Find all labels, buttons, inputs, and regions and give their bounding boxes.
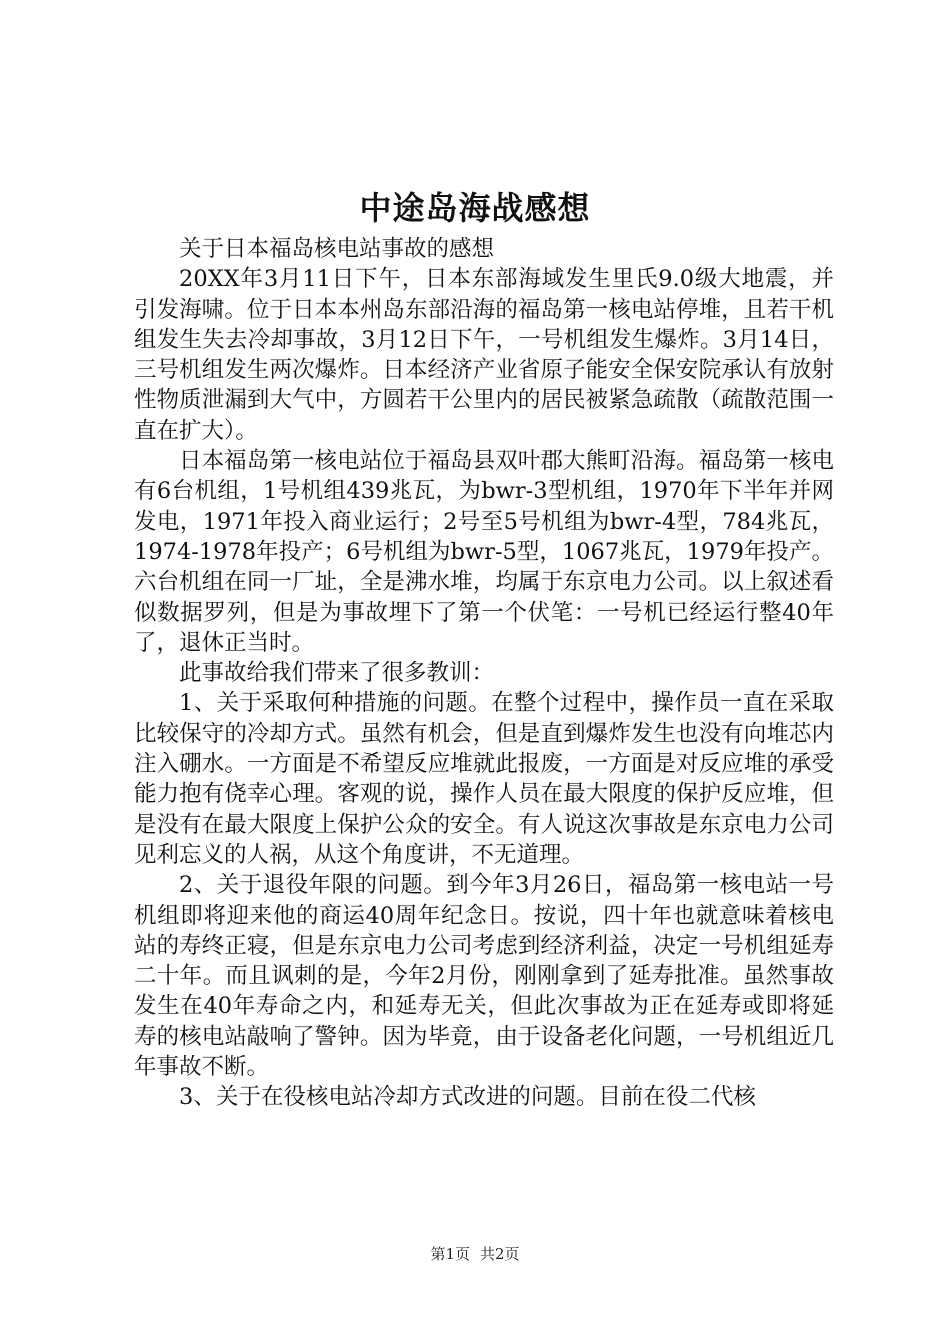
page-total: 共2页 xyxy=(480,1245,520,1263)
body-paragraph: 20XX年3月11日下午，日本东部海域发生里氏9.0级大地震，并引发海啸。位于日本本州岛东部沿海的福岛第一核电站停堆，且若干机组发生失去冷却事故，3月12日下午，一号机组发生爆炸。3月14日，三号机组发生两次爆炸。日本经济产业省原子能安全保安院承认有放射性物质泄漏到大气中，方圆若干公里内的居民被紧急疏散（疏散范围一直在扩大）。 xyxy=(134,266,834,444)
document-title: 中途岛海战感想 xyxy=(359,189,591,227)
subtitle-paragraph: 关于日本福岛核电站事故的感想 xyxy=(179,236,495,262)
body-paragraph: 此事故给我们带来了很多教训： xyxy=(179,660,495,687)
page-number: 第1页 xyxy=(430,1245,470,1263)
body-paragraph: 日本福岛第一核电站位于福岛县双叶郡大熊町沿海。福岛第一核电有6台机组，1号机组439兆瓦，为bwr-3型机组，1970年下半年并网发电，1971年投入商业运行；2号至5号机组为bwr-4型，784兆瓦，1974-1978年投产；6号机组为bwr-5型，1067兆瓦，1979年投产。六台机组在同一厂址，全是沸水堆，均属于东京电力公司。以上叙述看似数据罗列，但是为事故埋下了第一个伏笔：一号机已经运行整40年了，退休正当时。 xyxy=(134,448,834,656)
page-footer xyxy=(0,1244,950,1264)
body-paragraph: 3、关于在役核电站冷却方式改进的问题。目前在役二代核 xyxy=(179,1084,756,1111)
document-body xyxy=(134,234,834,1113)
body-paragraph: 1、关于采取何种措施的问题。在整个过程中，操作员一直在采取比较保守的冷却方式。虽然有机会，但是直到爆炸发生也没有向堆芯内注入硼水。一方面是不希望反应堆就此报废，一方面是对反应堆的承受能力抱有侥幸心理。客观的说，操作人员在最大限度的保护反应堆，但是没有在最大限度上保护公众的安全。有人说这次事故是东京电力公司见利忘义的人祸，从这个角度讲，不无道理。 xyxy=(134,690,834,868)
body-paragraph: 2、关于退役年限的问题。到今年3月26日，福岛第一核电站一号机组即将迎来他的商运40周年纪念日。按说，四十年也就意味着核电站的寿终正寝，但是东京电力公司考虑到经济利益，决定一号机组延寿二十年。而且讽刺的是，今年2月份，刚刚拿到了延寿批准。虽然事故发生在40年寿命之内，和延寿无关，但此次事故为正在延寿或即将延寿的核电站敲响了警钟。因为毕竟，由于设备老化问题，一号机组近几年事故不断。 xyxy=(134,872,834,1081)
